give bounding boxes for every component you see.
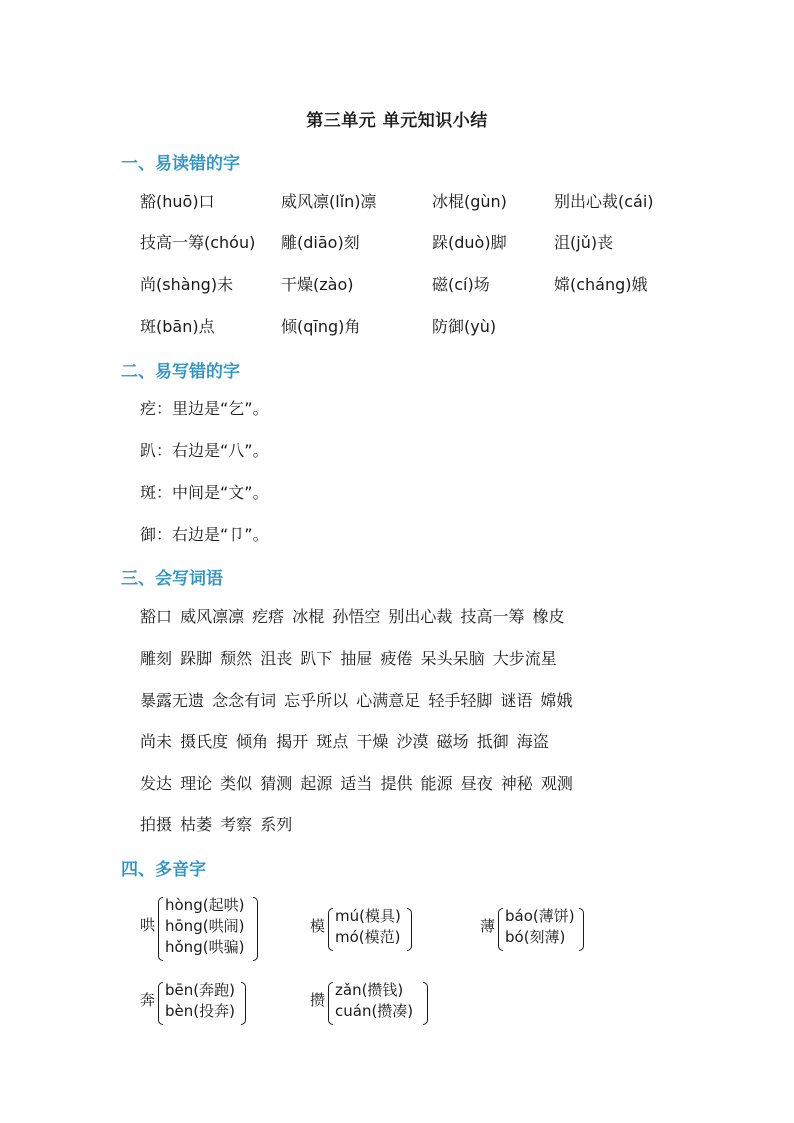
polyphone-reading: cuán(攒凑) [335, 1002, 414, 1020]
left-brace [328, 982, 333, 1025]
left-brace [328, 908, 333, 951]
polyphone-char: 攒 [310, 991, 326, 1009]
writing-note: 疙：里边是“乞”。 [140, 399, 269, 418]
polyphone-char: 奔 [140, 991, 156, 1009]
polyphone-readings [335, 980, 413, 1022]
writing-note: 趴：右边是“八”。 [140, 441, 269, 460]
polyphone-reading: bó(刻薄) [505, 928, 566, 946]
polyphone-char: 哄 [140, 916, 156, 934]
reading-item: 雕(diāo)刻 [281, 233, 360, 252]
polyphone-group [480, 906, 590, 951]
reading-item: 豁(huō)口 [140, 192, 215, 211]
polyphone-reading: báo(薄饼) [505, 907, 575, 925]
right-brace [253, 897, 258, 961]
right-brace [423, 982, 428, 1025]
reading-item: 干燥(zào) [281, 275, 354, 294]
reading-item: 冰棍(gùn) [432, 192, 507, 211]
page-title: 第三单元 单元知识小结 [306, 111, 488, 131]
reading-item: 别出心裁(cái) [554, 192, 654, 211]
vocab-line: 尚未 摄氏度 倾角 揭开 斑点 干燥 沙漠 磁场 抵御 海盗 [140, 732, 549, 751]
polyphone-reading: zǎn(攒钱) [335, 981, 404, 999]
vocab-line: 暴露无遗 念念有词 忘乎所以 心满意足 轻手轻脚 谜语 嫦娥 [140, 691, 573, 710]
left-brace [158, 897, 163, 961]
left-brace [158, 982, 163, 1025]
reading-item: 威风凛(lǐn)凛 [281, 192, 377, 211]
polyphone-group [310, 980, 435, 1025]
polyphone-group [140, 980, 255, 1025]
right-brace [579, 908, 584, 951]
reading-item: 技高一筹(chóu) [140, 233, 256, 252]
reading-item: 倾(qīng)角 [281, 317, 361, 336]
polyphone-reading: hōng(哄闹) [165, 917, 245, 935]
section-heading-miswritten: 二、易写错的字 [121, 362, 240, 382]
polyphone-reading: hòng(起哄) [165, 896, 245, 914]
polyphone-readings [335, 906, 401, 948]
polyphone-char: 模 [310, 917, 326, 935]
vocab-line: 拍摄 枯萎 考察 系列 [140, 815, 293, 834]
reading-item: 尚(shàng)未 [140, 275, 234, 294]
reading-item: 斑(bān)点 [140, 317, 215, 336]
vocab-line: 豁口 威风凛凛 疙瘩 冰棍 孙悟空 别出心裁 技高一筹 橡皮 [140, 607, 565, 626]
polyphone-reading: bèn(投奔) [165, 1002, 235, 1020]
right-brace [241, 982, 246, 1025]
polyphone-reading: bēn(奔跑) [165, 981, 235, 999]
writing-note: 斑：中间是“文”。 [140, 483, 269, 502]
polyphone-group [140, 895, 270, 961]
reading-item: 磁(cí)场 [432, 275, 490, 294]
reading-item: 沮(jǔ)丧 [554, 233, 614, 252]
left-brace [498, 908, 503, 951]
reading-item: 嫦(cháng)娥 [554, 275, 648, 294]
polyphone-group [310, 906, 420, 951]
polyphone-readings [165, 980, 235, 1022]
polyphone-readings [165, 895, 244, 958]
polyphone-reading: mú(模具) [335, 907, 401, 925]
vocab-line: 雕刻 跺脚 颓然 沮丧 趴下 抽屉 疲倦 呆头呆脑 大步流星 [140, 649, 557, 668]
right-brace [407, 908, 412, 951]
vocab-line: 发达 理论 类似 猜测 起源 适当 提供 能源 昼夜 神秘 观测 [140, 774, 573, 793]
section-heading-polyphones: 四、多音字 [121, 860, 206, 880]
section-heading-misread: 一、易读错的字 [121, 154, 240, 174]
reading-item: 防御(yù) [432, 317, 497, 336]
reading-item: 跺(duò)脚 [432, 233, 507, 252]
polyphone-readings [505, 906, 575, 948]
polyphone-reading: hǒng(哄骗) [165, 938, 245, 956]
polyphone-char: 薄 [480, 917, 496, 935]
section-heading-vocabulary: 三、会写词语 [121, 569, 223, 589]
polyphone-reading: mó(模范) [335, 928, 401, 946]
writing-note: 御：右边是“卩”。 [140, 525, 269, 544]
